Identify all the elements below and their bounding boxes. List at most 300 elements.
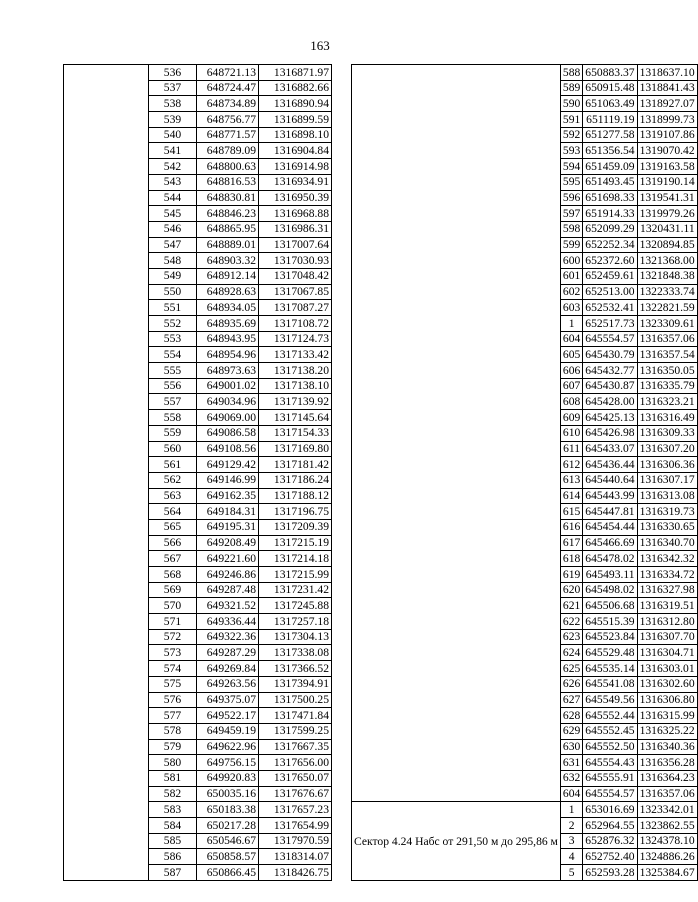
x-coordinate-cell: 645535.14 bbox=[583, 661, 637, 677]
y-coordinate-cell: 1316319.73 bbox=[637, 504, 697, 520]
y-coordinate-cell: 1316309.33 bbox=[637, 425, 697, 441]
x-coordinate-cell: 648846.23 bbox=[197, 206, 259, 222]
y-coordinate-cell: 1317196.75 bbox=[259, 504, 332, 520]
x-coordinate-cell: 651119.19 bbox=[583, 112, 637, 128]
point-number-cell: 556 bbox=[149, 378, 197, 394]
x-coordinate-cell: 645430.87 bbox=[583, 378, 637, 394]
y-coordinate-cell: 1317138.10 bbox=[259, 378, 332, 394]
point-number-cell: 583 bbox=[149, 802, 197, 818]
y-coordinate-cell: 1318314.07 bbox=[259, 849, 332, 865]
x-coordinate-cell: 645529.48 bbox=[583, 645, 637, 661]
point-number-cell: 555 bbox=[149, 363, 197, 379]
point-number-cell: 567 bbox=[149, 551, 197, 567]
point-number-cell: 573 bbox=[149, 645, 197, 661]
y-coordinate-cell: 1324378.10 bbox=[637, 833, 697, 849]
y-coordinate-cell: 1317245.88 bbox=[259, 598, 332, 614]
point-number-cell: 602 bbox=[560, 284, 582, 300]
point-number-cell: 590 bbox=[560, 96, 582, 112]
point-number-cell: 581 bbox=[149, 770, 197, 786]
point-number-cell: 572 bbox=[149, 629, 197, 645]
y-coordinate-cell: 1323309.61 bbox=[637, 316, 697, 332]
y-coordinate-cell: 1316306.36 bbox=[637, 457, 697, 473]
x-coordinate-cell: 649246.86 bbox=[197, 567, 259, 583]
point-number-cell: 589 bbox=[560, 80, 582, 96]
y-coordinate-cell: 1316356.28 bbox=[637, 755, 697, 771]
x-coordinate-cell: 649920.83 bbox=[197, 770, 259, 786]
y-coordinate-cell: 1319979.26 bbox=[637, 206, 697, 222]
y-coordinate-cell: 1316327.98 bbox=[637, 582, 697, 598]
table-row bbox=[352, 65, 698, 81]
x-coordinate-cell: 652964.55 bbox=[583, 818, 637, 834]
x-coordinate-cell: 651277.58 bbox=[583, 127, 637, 143]
point-number-cell: 618 bbox=[560, 551, 582, 567]
point-number-cell: 612 bbox=[560, 457, 582, 473]
point-number-cell: 579 bbox=[149, 739, 197, 755]
y-coordinate-cell: 1317215.19 bbox=[259, 535, 332, 551]
x-coordinate-cell: 650858.57 bbox=[197, 849, 259, 865]
point-number-cell: 629 bbox=[560, 723, 582, 739]
point-number-cell: 604 bbox=[560, 331, 582, 347]
x-coordinate-cell: 648973.63 bbox=[197, 363, 259, 379]
point-number-cell: 546 bbox=[149, 221, 197, 237]
x-coordinate-cell: 649336.44 bbox=[197, 614, 259, 630]
x-coordinate-cell: 649086.58 bbox=[197, 425, 259, 441]
x-coordinate-cell: 651698.33 bbox=[583, 190, 637, 206]
y-coordinate-cell: 1320894.85 bbox=[637, 237, 697, 253]
x-coordinate-cell: 649162.35 bbox=[197, 488, 259, 504]
y-coordinate-cell: 1317169.80 bbox=[259, 441, 332, 457]
x-coordinate-cell: 653016.69 bbox=[583, 802, 637, 818]
x-coordinate-cell: 645493.11 bbox=[583, 567, 637, 583]
x-coordinate-cell: 648816.53 bbox=[197, 174, 259, 190]
x-coordinate-cell: 649195.31 bbox=[197, 519, 259, 535]
x-coordinate-cell: 649287.48 bbox=[197, 582, 259, 598]
point-number-cell: 623 bbox=[560, 629, 582, 645]
y-coordinate-cell: 1316313.08 bbox=[637, 488, 697, 504]
point-number-cell: 548 bbox=[149, 253, 197, 269]
point-number-cell: 606 bbox=[560, 363, 582, 379]
x-coordinate-cell: 652876.32 bbox=[583, 833, 637, 849]
point-number-cell: 568 bbox=[149, 567, 197, 583]
x-coordinate-cell: 649263.56 bbox=[197, 676, 259, 692]
y-coordinate-cell: 1317181.42 bbox=[259, 457, 332, 473]
point-number-cell: 547 bbox=[149, 237, 197, 253]
x-coordinate-cell: 645440.64 bbox=[583, 472, 637, 488]
point-number-cell: 582 bbox=[149, 786, 197, 802]
y-coordinate-cell: 1316303.01 bbox=[637, 661, 697, 677]
x-coordinate-cell: 645555.91 bbox=[583, 770, 637, 786]
x-coordinate-cell: 649269.84 bbox=[197, 661, 259, 677]
point-number-cell: 588 bbox=[560, 65, 582, 81]
y-coordinate-cell: 1317471.84 bbox=[259, 708, 332, 724]
sector-cell: Сектор 4.24 Набс от 291,50 м до 295,86 м bbox=[352, 802, 561, 880]
x-coordinate-cell: 648912.14 bbox=[197, 268, 259, 284]
point-number-cell: 624 bbox=[560, 645, 582, 661]
y-coordinate-cell: 1318426.75 bbox=[259, 865, 332, 881]
point-number-cell: 566 bbox=[149, 535, 197, 551]
point-number-cell: 565 bbox=[149, 519, 197, 535]
point-number-cell: 630 bbox=[560, 739, 582, 755]
point-number-cell: 544 bbox=[149, 190, 197, 206]
x-coordinate-cell: 649069.00 bbox=[197, 410, 259, 426]
point-number-cell: 594 bbox=[560, 159, 582, 175]
x-coordinate-cell: 648865.95 bbox=[197, 221, 259, 237]
point-number-cell: 3 bbox=[560, 833, 582, 849]
point-number-cell: 587 bbox=[149, 865, 197, 881]
x-coordinate-cell: 649622.96 bbox=[197, 739, 259, 755]
y-coordinate-cell: 1317500.25 bbox=[259, 692, 332, 708]
point-number-cell: 538 bbox=[149, 96, 197, 112]
x-coordinate-cell: 649287.29 bbox=[197, 645, 259, 661]
point-number-cell: 552 bbox=[149, 316, 197, 332]
y-coordinate-cell: 1325384.67 bbox=[637, 865, 697, 881]
x-coordinate-cell: 648734.89 bbox=[197, 96, 259, 112]
y-coordinate-cell: 1317214.18 bbox=[259, 551, 332, 567]
y-coordinate-cell: 1319070.42 bbox=[637, 143, 697, 159]
y-coordinate-cell: 1321848.38 bbox=[637, 268, 697, 284]
y-coordinate-cell: 1318927.07 bbox=[637, 96, 697, 112]
point-number-cell: 559 bbox=[149, 425, 197, 441]
x-coordinate-cell: 649756.15 bbox=[197, 755, 259, 771]
y-coordinate-cell: 1316882.66 bbox=[259, 80, 332, 96]
y-coordinate-cell: 1317394.91 bbox=[259, 676, 332, 692]
x-coordinate-cell: 648800.63 bbox=[197, 159, 259, 175]
x-coordinate-cell: 648934.05 bbox=[197, 300, 259, 316]
x-coordinate-cell: 648771.57 bbox=[197, 127, 259, 143]
x-coordinate-cell: 645426.98 bbox=[583, 425, 637, 441]
x-coordinate-cell: 645515.39 bbox=[583, 614, 637, 630]
point-number-cell: 580 bbox=[149, 755, 197, 771]
point-number-cell: 539 bbox=[149, 112, 197, 128]
x-coordinate-cell: 651459.09 bbox=[583, 159, 637, 175]
point-number-cell: 613 bbox=[560, 472, 582, 488]
point-number-cell: 598 bbox=[560, 221, 582, 237]
x-coordinate-cell: 648721.13 bbox=[197, 65, 259, 81]
point-number-cell: 563 bbox=[149, 488, 197, 504]
x-coordinate-cell: 652252.34 bbox=[583, 237, 637, 253]
point-number-cell: 599 bbox=[560, 237, 582, 253]
y-coordinate-cell: 1316357.06 bbox=[637, 331, 697, 347]
x-coordinate-cell: 648943.95 bbox=[197, 331, 259, 347]
y-coordinate-cell: 1322821.59 bbox=[637, 300, 697, 316]
point-number-cell: 536 bbox=[149, 65, 197, 81]
point-number-cell: 558 bbox=[149, 410, 197, 426]
x-coordinate-cell: 648935.69 bbox=[197, 316, 259, 332]
x-coordinate-cell: 645478.02 bbox=[583, 551, 637, 567]
x-coordinate-cell: 652532.41 bbox=[583, 300, 637, 316]
y-coordinate-cell: 1316323.21 bbox=[637, 394, 697, 410]
y-coordinate-cell: 1317067.85 bbox=[259, 284, 332, 300]
x-coordinate-cell: 652372.60 bbox=[583, 253, 637, 269]
y-coordinate-cell: 1316340.70 bbox=[637, 535, 697, 551]
y-coordinate-cell: 1316342.32 bbox=[637, 551, 697, 567]
x-coordinate-cell: 649459.19 bbox=[197, 723, 259, 739]
x-coordinate-cell: 648830.81 bbox=[197, 190, 259, 206]
y-coordinate-cell: 1319190.14 bbox=[637, 174, 697, 190]
x-coordinate-cell: 645541.08 bbox=[583, 676, 637, 692]
point-number-cell: 628 bbox=[560, 708, 582, 724]
point-number-cell: 1 bbox=[560, 316, 582, 332]
y-coordinate-cell: 1316330.65 bbox=[637, 519, 697, 535]
point-number-cell: 570 bbox=[149, 598, 197, 614]
point-number-cell: 549 bbox=[149, 268, 197, 284]
y-coordinate-cell: 1317231.42 bbox=[259, 582, 332, 598]
point-number-cell: 592 bbox=[560, 127, 582, 143]
x-coordinate-cell: 649375.07 bbox=[197, 692, 259, 708]
y-coordinate-cell: 1316890.94 bbox=[259, 96, 332, 112]
x-coordinate-cell: 651356.54 bbox=[583, 143, 637, 159]
x-coordinate-cell: 651914.33 bbox=[583, 206, 637, 222]
x-coordinate-cell: 645506.68 bbox=[583, 598, 637, 614]
point-number-cell: 604 bbox=[560, 786, 582, 802]
y-coordinate-cell: 1317087.27 bbox=[259, 300, 332, 316]
point-number-cell: 585 bbox=[149, 833, 197, 849]
x-coordinate-cell: 645430.79 bbox=[583, 347, 637, 363]
y-coordinate-cell: 1316315.99 bbox=[637, 708, 697, 724]
y-coordinate-cell: 1317650.07 bbox=[259, 770, 332, 786]
y-coordinate-cell: 1316914.98 bbox=[259, 159, 332, 175]
x-coordinate-cell: 645552.44 bbox=[583, 708, 637, 724]
y-coordinate-cell: 1317108.72 bbox=[259, 316, 332, 332]
y-coordinate-cell: 1317154.33 bbox=[259, 425, 332, 441]
y-coordinate-cell: 1318841.43 bbox=[637, 80, 697, 96]
x-coordinate-cell: 650866.45 bbox=[197, 865, 259, 881]
x-coordinate-cell: 649034.96 bbox=[197, 394, 259, 410]
point-number-cell: 610 bbox=[560, 425, 582, 441]
y-coordinate-cell: 1317133.42 bbox=[259, 347, 332, 363]
y-coordinate-cell: 1316986.31 bbox=[259, 221, 332, 237]
page-number: 163 bbox=[310, 38, 330, 53]
y-coordinate-cell: 1317257.18 bbox=[259, 614, 332, 630]
point-number-cell: 537 bbox=[149, 80, 197, 96]
point-number-cell: 617 bbox=[560, 535, 582, 551]
y-coordinate-cell: 1317138.20 bbox=[259, 363, 332, 379]
y-coordinate-cell: 1323342.01 bbox=[637, 802, 697, 818]
y-coordinate-cell: 1316335.79 bbox=[637, 378, 697, 394]
point-number-cell: 620 bbox=[560, 582, 582, 598]
x-coordinate-cell: 645466.69 bbox=[583, 535, 637, 551]
sector-cell bbox=[64, 65, 149, 881]
point-number-cell: 561 bbox=[149, 457, 197, 473]
y-coordinate-cell: 1316899.59 bbox=[259, 112, 332, 128]
x-coordinate-cell: 649108.56 bbox=[197, 441, 259, 457]
point-number-cell: 621 bbox=[560, 598, 582, 614]
y-coordinate-cell: 1317656.00 bbox=[259, 755, 332, 771]
x-coordinate-cell: 645552.45 bbox=[583, 723, 637, 739]
sector-cell bbox=[352, 65, 561, 802]
point-number-cell: 578 bbox=[149, 723, 197, 739]
y-coordinate-cell: 1317124.73 bbox=[259, 331, 332, 347]
point-number-cell: 608 bbox=[560, 394, 582, 410]
x-coordinate-cell: 650035.16 bbox=[197, 786, 259, 802]
y-coordinate-cell: 1317338.08 bbox=[259, 645, 332, 661]
table-row bbox=[352, 802, 698, 818]
left-coordinates-table bbox=[63, 64, 332, 881]
y-coordinate-cell: 1317667.35 bbox=[259, 739, 332, 755]
x-coordinate-cell: 648903.32 bbox=[197, 253, 259, 269]
x-coordinate-cell: 650883.37 bbox=[583, 65, 637, 81]
point-number-cell: 575 bbox=[149, 676, 197, 692]
x-coordinate-cell: 649221.60 bbox=[197, 551, 259, 567]
point-number-cell: 615 bbox=[560, 504, 582, 520]
point-number-cell: 584 bbox=[149, 818, 197, 834]
y-coordinate-cell: 1317139.92 bbox=[259, 394, 332, 410]
point-number-cell: 2 bbox=[560, 818, 582, 834]
x-coordinate-cell: 648789.09 bbox=[197, 143, 259, 159]
x-coordinate-cell: 652099.29 bbox=[583, 221, 637, 237]
point-number-cell: 554 bbox=[149, 347, 197, 363]
x-coordinate-cell: 645523.84 bbox=[583, 629, 637, 645]
x-coordinate-cell: 645552.50 bbox=[583, 739, 637, 755]
point-number-cell: 614 bbox=[560, 488, 582, 504]
x-coordinate-cell: 649129.42 bbox=[197, 457, 259, 473]
point-number-cell: 593 bbox=[560, 143, 582, 159]
point-number-cell: 622 bbox=[560, 614, 582, 630]
y-coordinate-cell: 1319541.31 bbox=[637, 190, 697, 206]
y-coordinate-cell: 1320431.11 bbox=[637, 221, 697, 237]
point-number-cell: 571 bbox=[149, 614, 197, 630]
x-coordinate-cell: 649208.49 bbox=[197, 535, 259, 551]
point-number-cell: 557 bbox=[149, 394, 197, 410]
x-coordinate-cell: 652517.73 bbox=[583, 316, 637, 332]
y-coordinate-cell: 1317599.25 bbox=[259, 723, 332, 739]
y-coordinate-cell: 1322333.74 bbox=[637, 284, 697, 300]
y-coordinate-cell: 1317366.52 bbox=[259, 661, 332, 677]
y-coordinate-cell: 1317654.99 bbox=[259, 818, 332, 834]
x-coordinate-cell: 652513.00 bbox=[583, 284, 637, 300]
x-coordinate-cell: 651493.45 bbox=[583, 174, 637, 190]
y-coordinate-cell: 1323862.55 bbox=[637, 818, 697, 834]
x-coordinate-cell: 648756.77 bbox=[197, 112, 259, 128]
y-coordinate-cell: 1316319.51 bbox=[637, 598, 697, 614]
point-number-cell: 576 bbox=[149, 692, 197, 708]
y-coordinate-cell: 1316364.23 bbox=[637, 770, 697, 786]
point-number-cell: 626 bbox=[560, 676, 582, 692]
point-number-cell: 619 bbox=[560, 567, 582, 583]
point-number-cell: 545 bbox=[149, 206, 197, 222]
x-coordinate-cell: 652593.28 bbox=[583, 865, 637, 881]
x-coordinate-cell: 650546.67 bbox=[197, 833, 259, 849]
y-coordinate-cell: 1316334.72 bbox=[637, 567, 697, 583]
y-coordinate-cell: 1316307.70 bbox=[637, 629, 697, 645]
y-coordinate-cell: 1317188.12 bbox=[259, 488, 332, 504]
y-coordinate-cell: 1324886.26 bbox=[637, 849, 697, 865]
y-coordinate-cell: 1316350.05 bbox=[637, 363, 697, 379]
x-coordinate-cell: 649146.99 bbox=[197, 472, 259, 488]
y-coordinate-cell: 1316302.60 bbox=[637, 676, 697, 692]
y-coordinate-cell: 1319107.86 bbox=[637, 127, 697, 143]
point-number-cell: 597 bbox=[560, 206, 582, 222]
point-number-cell: 551 bbox=[149, 300, 197, 316]
x-coordinate-cell: 645447.81 bbox=[583, 504, 637, 520]
x-coordinate-cell: 645554.57 bbox=[583, 331, 637, 347]
point-number-cell: 586 bbox=[149, 849, 197, 865]
point-number-cell: 560 bbox=[149, 441, 197, 457]
y-coordinate-cell: 1317186.24 bbox=[259, 472, 332, 488]
point-number-cell: 601 bbox=[560, 268, 582, 284]
y-coordinate-cell: 1316898.10 bbox=[259, 127, 332, 143]
point-number-cell: 577 bbox=[149, 708, 197, 724]
y-coordinate-cell: 1316312.80 bbox=[637, 614, 697, 630]
x-coordinate-cell: 649321.52 bbox=[197, 598, 259, 614]
point-number-cell: 632 bbox=[560, 770, 582, 786]
point-number-cell: 627 bbox=[560, 692, 582, 708]
point-number-cell: 540 bbox=[149, 127, 197, 143]
point-number-cell: 607 bbox=[560, 378, 582, 394]
y-coordinate-cell: 1316357.54 bbox=[637, 347, 697, 363]
point-number-cell: 562 bbox=[149, 472, 197, 488]
right-coordinates-table bbox=[351, 64, 698, 881]
y-coordinate-cell: 1316340.36 bbox=[637, 739, 697, 755]
y-coordinate-cell: 1316950.39 bbox=[259, 190, 332, 206]
x-coordinate-cell: 645428.00 bbox=[583, 394, 637, 410]
y-coordinate-cell: 1316904.84 bbox=[259, 143, 332, 159]
point-number-cell: 625 bbox=[560, 661, 582, 677]
point-number-cell: 609 bbox=[560, 410, 582, 426]
x-coordinate-cell: 645436.44 bbox=[583, 457, 637, 473]
y-coordinate-cell: 1317030.93 bbox=[259, 253, 332, 269]
x-coordinate-cell: 645549.56 bbox=[583, 692, 637, 708]
y-coordinate-cell: 1316871.97 bbox=[259, 65, 332, 81]
y-coordinate-cell: 1316307.20 bbox=[637, 441, 697, 457]
x-coordinate-cell: 645433.07 bbox=[583, 441, 637, 457]
y-coordinate-cell: 1317007.64 bbox=[259, 237, 332, 253]
y-coordinate-cell: 1318999.73 bbox=[637, 112, 697, 128]
point-number-cell: 631 bbox=[560, 755, 582, 771]
x-coordinate-cell: 645554.43 bbox=[583, 755, 637, 771]
x-coordinate-cell: 650217.28 bbox=[197, 818, 259, 834]
point-number-cell: 550 bbox=[149, 284, 197, 300]
y-coordinate-cell: 1318637.10 bbox=[637, 65, 697, 81]
y-coordinate-cell: 1316934.91 bbox=[259, 174, 332, 190]
point-number-cell: 1 bbox=[560, 802, 582, 818]
y-coordinate-cell: 1317676.67 bbox=[259, 786, 332, 802]
x-coordinate-cell: 645432.77 bbox=[583, 363, 637, 379]
x-coordinate-cell: 648724.47 bbox=[197, 80, 259, 96]
x-coordinate-cell: 651063.49 bbox=[583, 96, 637, 112]
y-coordinate-cell: 1317970.59 bbox=[259, 833, 332, 849]
table-row bbox=[64, 65, 332, 81]
x-coordinate-cell: 650183.38 bbox=[197, 802, 259, 818]
x-coordinate-cell: 645554.57 bbox=[583, 786, 637, 802]
point-number-cell: 5 bbox=[560, 865, 582, 881]
y-coordinate-cell: 1317657.23 bbox=[259, 802, 332, 818]
point-number-cell: 541 bbox=[149, 143, 197, 159]
point-number-cell: 605 bbox=[560, 347, 582, 363]
x-coordinate-cell: 645454.44 bbox=[583, 519, 637, 535]
x-coordinate-cell: 648889.01 bbox=[197, 237, 259, 253]
point-number-cell: 603 bbox=[560, 300, 582, 316]
x-coordinate-cell: 645498.02 bbox=[583, 582, 637, 598]
point-number-cell: 569 bbox=[149, 582, 197, 598]
point-number-cell: 542 bbox=[149, 159, 197, 175]
y-coordinate-cell: 1316968.88 bbox=[259, 206, 332, 222]
y-coordinate-cell: 1316357.06 bbox=[637, 786, 697, 802]
x-coordinate-cell: 650915.48 bbox=[583, 80, 637, 96]
y-coordinate-cell: 1316306.80 bbox=[637, 692, 697, 708]
x-coordinate-cell: 649184.31 bbox=[197, 504, 259, 520]
x-coordinate-cell: 645425.13 bbox=[583, 410, 637, 426]
y-coordinate-cell: 1316307.17 bbox=[637, 472, 697, 488]
y-coordinate-cell: 1319163.58 bbox=[637, 159, 697, 175]
point-number-cell: 616 bbox=[560, 519, 582, 535]
x-coordinate-cell: 649522.17 bbox=[197, 708, 259, 724]
point-number-cell: 4 bbox=[560, 849, 582, 865]
x-coordinate-cell: 645443.99 bbox=[583, 488, 637, 504]
y-coordinate-cell: 1316316.49 bbox=[637, 410, 697, 426]
point-number-cell: 574 bbox=[149, 661, 197, 677]
y-coordinate-cell: 1316325.22 bbox=[637, 723, 697, 739]
